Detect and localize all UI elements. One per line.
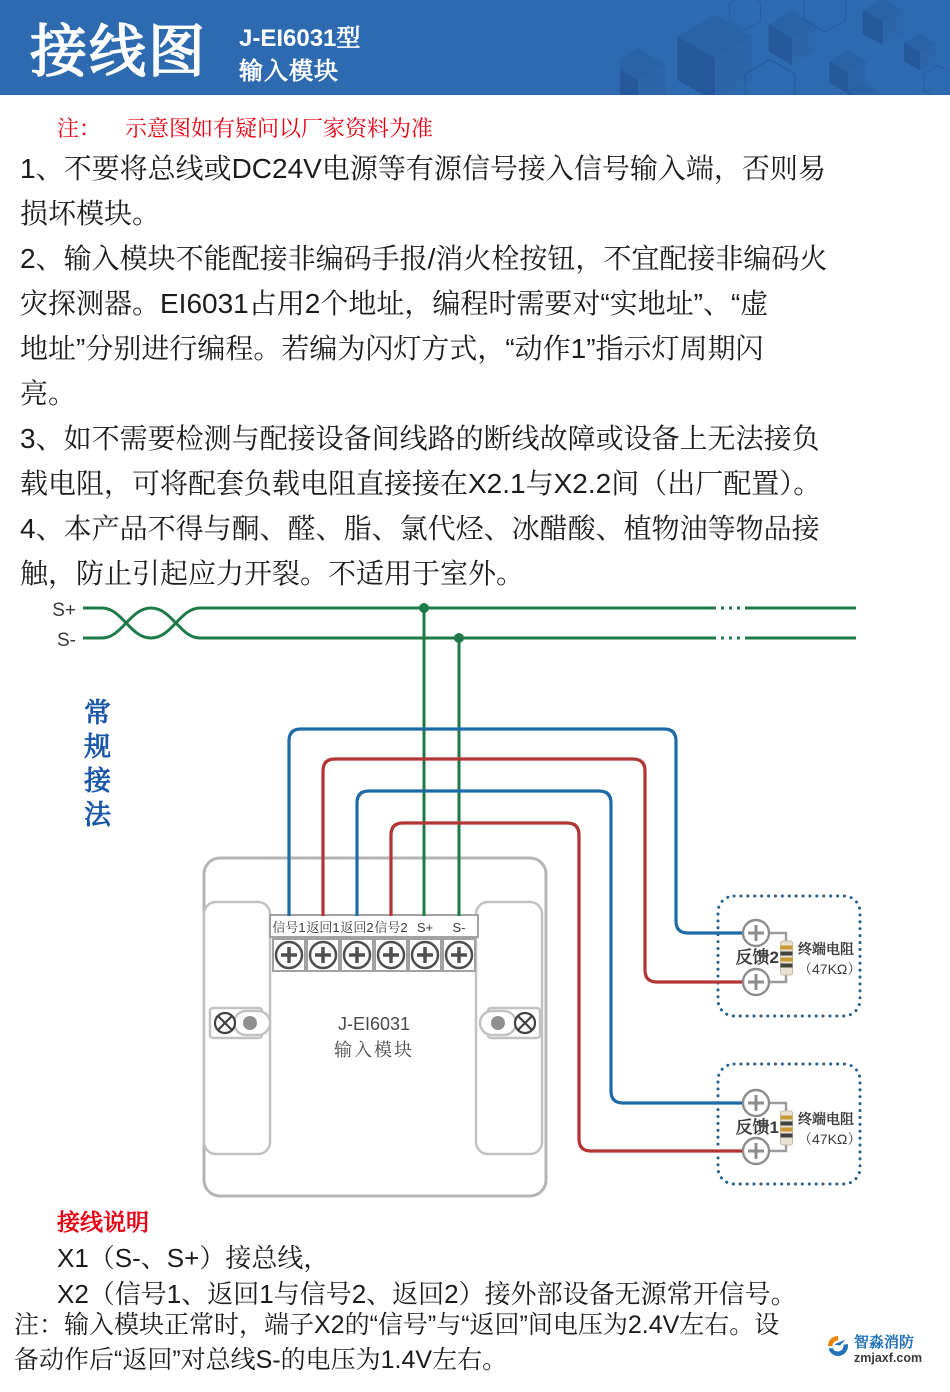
terminal-screw [443,939,475,971]
paragraph-line: 1、不要将总线或DC24V电源等有源信号接入信号输入端，否则易 [20,153,826,184]
logo-icon [826,1334,850,1358]
paragraph-line: 损坏模块。 [20,198,161,229]
feedback-box-1 [718,1064,861,1184]
terminal-screw [273,939,305,971]
bus-label-s-minus: S- [57,630,76,651]
resistor-name: 终端电阻 [798,1111,854,1127]
paragraph-line: 灾探测器。EI6031占用2个地址，编程时需要对“实地址”、“虚 [20,288,769,319]
terminal-label-1: 信号1 [272,920,306,935]
resistor-value: （47KΩ） [798,1131,862,1147]
note-text: 示意图如有疑问以厂家资料为准 [125,116,434,141]
terminal-label-2: 返回1 [306,920,340,935]
bus-lines [83,603,856,643]
note-line: 注：输入模块正常时，端子X2的“信号”与“返回”间电压为2.4V左右。设 [14,1311,780,1339]
mount-dot [491,1016,505,1030]
paragraph-line: 亮。 [20,378,77,409]
module-model-text: J-EI6031 [337,1014,411,1034]
feedback-2-label: 反馈2 [735,948,779,967]
logo-site-url: zmjaxf.com [854,1351,923,1365]
terminal-label-5: S+ [416,920,434,935]
terminal-screws [273,939,475,971]
feedback-box-2 [718,896,861,1016]
wiring-note-x1: X1（S-、S+）接总线， [57,1243,330,1273]
paragraph-line: 4、本产品不得与酮、醛、脂、氯代烃、冰醋酸、植物油等物品接 [20,513,820,544]
terminal-label-4: 信号2 [374,920,408,935]
resistor-icon [781,941,793,975]
resistor-value: （47KΩ） [798,961,862,977]
left-mounting-slot [210,1008,270,1038]
mount-dot [243,1016,257,1030]
bus-label-s-plus: S+ [52,600,76,621]
page-title: 接线图 [30,20,207,84]
paragraph-line: 2、输入模块不能配接非编码手报/消火栓按钮，不宜配接非编码火 [20,243,828,274]
terminal-screw [409,939,441,971]
input-module [204,858,546,1196]
model-number: J-EI6031型 [239,25,361,52]
right-mounting-slot [480,1008,540,1038]
product-name: 输入模块 [239,58,339,85]
terminal-label-3: 返回2 [340,920,374,935]
resistor-icon [781,1111,793,1145]
note-prefix: 注： [57,116,102,141]
paragraph-line: 载电阻，可将配套负载电阻直接接在X2.1与X2.2间（出厂配置）。 [20,468,822,499]
bus-wire-s-plus [83,608,716,638]
terminal-screw [375,939,407,971]
note-line: 备动作后“返回”对总线S-的电压为1.4V左右。 [14,1346,508,1374]
module-name-text: 输入模块 [334,1040,414,1060]
brand-logo [826,1334,922,1366]
terminal-screw [307,939,339,971]
paragraph-line: 3、如不需要检测与配接设备间线路的断线故障或设备上无法接负 [20,423,820,454]
wiring-method-label: 常规接法 [80,698,110,834]
wiring-note-voltage [14,1308,944,1378]
bus-wire-s-minus [83,608,716,638]
wiring-note-x2: X2（信号1、返回1与信号2、返回2）接外部设备无源常开信号。 [57,1279,797,1309]
terminal-screw [341,939,373,971]
logo-brand-name: 智淼消防 [854,1334,915,1351]
paragraph-line: 触，防止引起应力开裂。不适用于室外。 [20,558,525,589]
feedback-1-label: 反馈1 [735,1118,779,1137]
wiring-notes-heading: 接线说明 [57,1209,149,1235]
paragraph-line: 地址”分别进行编程。若编为闪灯方式，“动作1”指示灯周期闪 [20,333,764,364]
resistor-name: 终端电阻 [798,941,854,957]
terminal-label-6: S- [452,920,466,935]
